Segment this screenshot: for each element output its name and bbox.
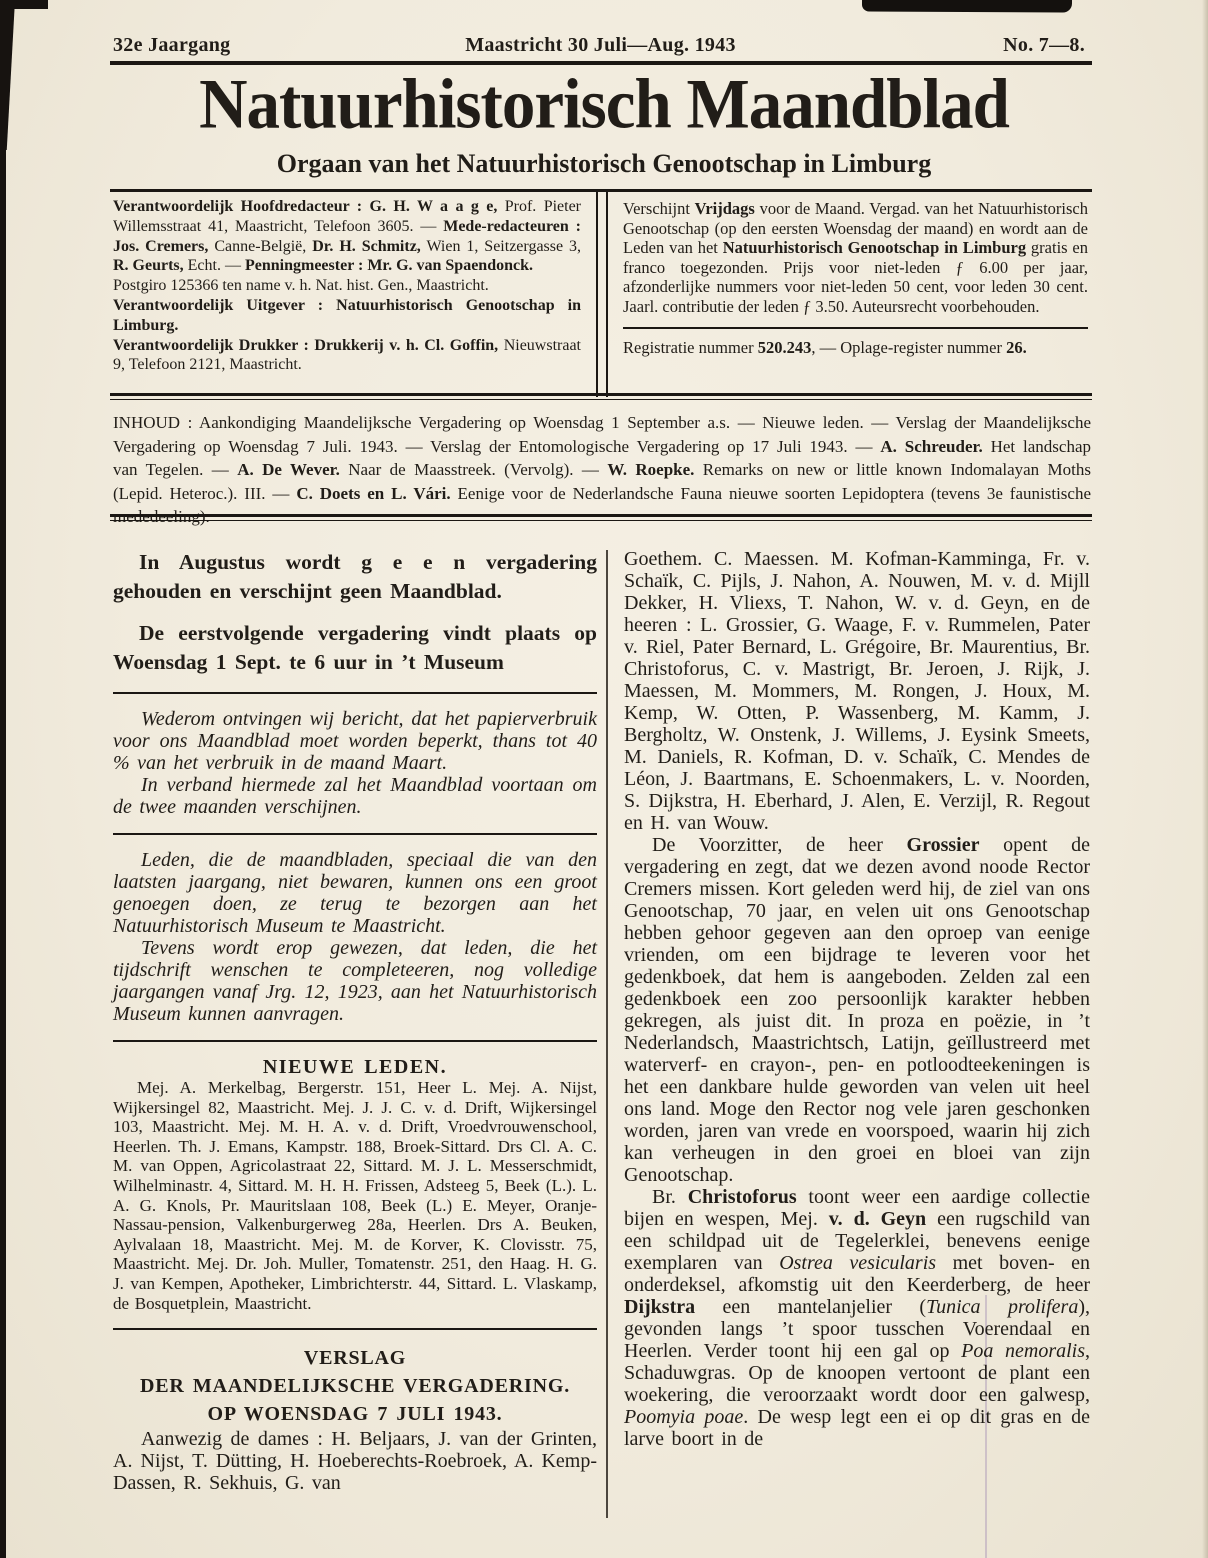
verslag-heading-line2: DER MAANDELIJKSCHE VERGADERING. — [139, 1375, 571, 1398]
scan-top-left-mark — [0, 0, 48, 9]
text-segment: toont weer een aardige collectie bijen en wespen, Mej. — [624, 1186, 1090, 1230]
masthead-postgiro: Postgiro 125366 ten name v. h. Nat. hist. Gen., Maastricht. — [113, 277, 489, 295]
text-segment: 26. — [1006, 337, 1027, 357]
text-segment: Mede-redacteuren : — [443, 217, 582, 235]
text-segment: R. Geurts, — [113, 257, 184, 275]
text-segment: Het landschap van Tegelen. — — [113, 436, 1091, 479]
masthead-printer — [113, 336, 581, 376]
text-segment: Nieuwstraat 9, Telefoon 2121, Maastricht. — [113, 336, 581, 374]
body-column-divider — [606, 550, 608, 1518]
text-segment: Dr. H. Schmitz, — [312, 237, 421, 255]
text-segment: Naar de Maasstreek. (Vervolg). — — [339, 460, 608, 479]
text-segment: een rugschild van een schildpad uit de Tegelerklei, benevens eenige exemplaren van — [624, 1208, 1090, 1274]
text-segment: INHOUD : Aankondiging Maandelijksche Vergadering op Woensdag 1 September a.s. — Nieuwe leden. — Verslag der Maandelijksche Vergadering op Woensdag 7 Juli. 1943. — Verslag der Entomologische Vergadering op 17 Juli 1943. — — [113, 413, 1091, 456]
text-segment: Registratie nummer — [623, 337, 758, 357]
scan-left-edge — [0, 0, 6, 1558]
text-segment: G. H. W a a g e, — [369, 198, 498, 215]
text-segment: Christoforus — [687, 1186, 797, 1208]
text-segment: 520.243 — [757, 337, 812, 357]
text-segment: Verschijnt — [623, 199, 695, 218]
text-segment: , — Oplage-register nummer — [811, 337, 1007, 357]
text-segment: een mantelanjelier ( — [695, 1296, 927, 1318]
notice-return-issues: Leden, die de maandbladen, speciaal die van den laatsten jaargang, niet bewaren, kunnen ons een groot genoegen doen, ze terug te bezorgen aan het Natuurhistorisch Museum te Maastricht. — [113, 849, 597, 937]
chairman-paragraph — [624, 834, 1090, 1186]
page-title: Natuurhistorisch Maandblad — [199, 64, 1009, 144]
text-segment: W. Roepke. — [607, 460, 695, 479]
body-column-right — [624, 548, 1090, 1450]
header-date: Maastricht 30 Juli—Aug. 1943 — [465, 34, 736, 56]
left-col-rule-4 — [113, 1328, 597, 1330]
header-issue: No. 7—8. — [1003, 34, 1085, 56]
text-segment: Poa nemoralis — [961, 1340, 1085, 1362]
verslag-heading-line3: OP WOENSDAG 7 JULI 1943. — [207, 1403, 503, 1426]
text-segment: De Voorzitter, de heer — [652, 834, 907, 856]
masthead-left-block — [113, 197, 581, 375]
masthead-right-block — [623, 199, 1088, 357]
announcement-next-meeting: De eerstvolgende vergadering vindt plaats op Woensdag 1 Sept. te 6 uur in ’t Museum — [113, 621, 597, 674]
scan-top-streak — [862, 0, 1072, 13]
text-segment: Ostrea vesicularis — [779, 1252, 937, 1274]
masthead-bottom-rule — [110, 393, 1092, 400]
text-segment: Verantwoordelijk Drukker : Drukkerij v. h. Cl. Goffin, — [113, 336, 499, 354]
page-subtitle: Orgaan van het Natuurhistorisch Genootschap in Limburg — [276, 149, 932, 178]
text-segment: , Schaduwgras. Op de knoopen vertoont de plant een woekering, die veroorzaakt wordt door een galwesp, — [624, 1340, 1090, 1406]
text-segment: C. Doets en L. Vári. — [296, 483, 451, 503]
notice-paper-restriction: Wederom ontvingen wij bericht, dat het papierverbruik voor ons Maandblad moet worden beperkt, thans tot 40 % van het verbruik in de maand Maart. — [113, 708, 597, 774]
left-col-rule-2 — [113, 833, 597, 835]
text-segment: Br. — [652, 1186, 688, 1208]
scan-right-shadow — [1202, 0, 1208, 1558]
text-segment: ), gevonden langs ’t spoor tusschen Voerendaal en Heerlen. Verder toont hij een gal op — [624, 1296, 1090, 1362]
body-column-left — [113, 548, 597, 1494]
masthead-editorial — [113, 197, 581, 276]
nieuwe-leden-list: Mej. A. Merkelbag, Bergerstr. 151, Heer L. Mej. A. Nijst, Wijkersingel 82, Maastricht. Mej. J. J. C. v. d. Drift, Wijkersingel 103, Maastricht. Mej. M. H. A. v. d. Drift, Vroedvrouwenschool, Heerlen. Th. J. Emans, Kampstr. 188, Broek-Sittard. Drs Cl. A. C. M. van Oppen, Agricolastraat 22, Sittard. M. J. L. Messerschmidt, Wilhelminastr. 4, Sittard. M. H. H. Frissen, Adsteeg 5, Beek (L.). L. A. G. Knols, Pr. Mauritslaan 108, Beek (L.) E. Meyer, Oranje-Nassau-pension, Valkenburgerweg 28a, Heerlen. Drs A. Beuken, Aylvalaan 18, Maastricht. Mej. M. de Korver, K. Clovisstr. 75, Maastricht. Mej. Dr. Joh. Muller, Tomatenstr. 251, den Haag. H. G. J. van Kempen, Apotheker, Limbrichterstr. 44, Sittard. L. Vlaskamp, de Bosquetplein, Maastricht. — [113, 1078, 597, 1313]
text-segment: met boven- en onderdeksel, afkomstig uit den Keerderberg, de heer — [624, 1252, 1090, 1296]
text-segment: Poomyia poae — [624, 1406, 744, 1428]
text-segment: opent de vergadering en zegt, dat we dezen avond noode Rector Cremers missen. Kort geleden werd hij, de ziel van ons Genootschap, 70 jaar, en velen uit ons Genootschap hebben gehoor gegeven aan den oproep van eenige vrienden, om een bijdrage te leveren voor het gedenkboek, dat hem is aangeboden. Zelden zal een gedenkboek een zoo persoonlijk karakter hebben gekregen, als juist dit. In proza en poëzie, in ’t Nederlandsch, Maastrichtsch, Latijn, geïllustreerd met waterverf- en crayon-, pen- en potloodteekeningen is het een dankbare hulde geworden van velen uit heel ons land. Moge den Rector nog vele jaren geschonken worden, jaren van vrede en voorspoed, waarin hij zich kan verheugen in den groei en bloei van zijn Genootschap. — [624, 834, 1091, 1186]
registration-rule — [623, 327, 1088, 329]
left-col-rule-3 — [113, 1040, 597, 1042]
text-segment: Remarks on new or little known Indomalayan Moths (Lepid. Heteroc.). III. — — [113, 460, 1092, 503]
text-segment: Natuurhistorisch Genootschap in Limburg — [722, 238, 1027, 258]
text-segment: Penningmeester : Mr. G. van Spaendonck. — [244, 257, 533, 275]
text-segment: v. d. Geyn — [828, 1208, 927, 1230]
text-segment: Canne-België, — [208, 237, 313, 255]
text-segment: gratis en franco toegezonden. Prijs voor niet-leden ƒ 6.00 per jaar, afzonderlijke nummers voor niet-leden 50 cent, voor leden 30 cent. Jaarl. contributie der leden ƒ 3.50. Auteursrecht voorbehouden. — [623, 238, 1088, 316]
verslag-attendees: Aanwezig de dames : H. Beljaars, J. van der Grinten, A. Nijst, T. Dütting, H. Hoeberechts-Roebroek, A. Kemp-Dassen, R. Sekhuis, G. van — [113, 1428, 597, 1495]
inhoud-bottom-rule — [110, 514, 1092, 521]
masthead-column-divider — [596, 192, 608, 397]
text-segment: Tunica prolifera — [926, 1296, 1079, 1318]
text-segment: Prof. Pieter Willemsstraat 41, Maastricht, Telefoon 3605. — — [113, 198, 582, 235]
header-volume: 32e Jaargang — [113, 34, 231, 56]
text-segment: Dijkstra — [624, 1296, 696, 1318]
text-segment: Wien 1, Seitzergasse 3, — [420, 237, 582, 255]
verslag-heading-line1: VERSLAG — [303, 1347, 407, 1370]
text-segment: . De wesp legt een ei op dit gras en de larve boort in de — [624, 1406, 1090, 1450]
inhoud-contents-paragraph — [113, 411, 1091, 529]
text-segment: Grossier — [906, 834, 980, 856]
announcement-no-meeting: In Augustus wordt g e e n vergadering gehouden en verschijnt geen Maandblad. — [113, 550, 597, 603]
text-segment: voor de Maand. Vergad. van het Natuurhistorisch Genootschap (op den eersten Woensdag der maand) en wordt aan de Leden van het — [623, 199, 1088, 258]
nieuwe-leden-heading: NIEUWE LEDEN. — [262, 1056, 448, 1078]
text-segment: Echt. — — [183, 257, 245, 275]
masthead-publisher — [113, 296, 581, 336]
masthead-schedule — [623, 199, 1088, 317]
text-segment: Verantwoordelijk Hoofdredacteur : — [113, 198, 370, 215]
attendees-continued: Goethem. C. Maessen. M. Kofman-Kamminga, Fr. v. Schaïk, C. Pijls, J. Nahon, A. Nouwen, M. v. d. Mijll Dekker, H. Vliexs, T. Nahon, W. v. d. Geyn, en de heeren : L. Grossier, G. Waage, F. v. Rummelen, Pater v. Riel, Pater Bernard, L. Grégoire, Br. Maurentius, Br. Christoforus, C. v. Mastrigt, Br. Jeroen, J. Rijk, J. Maessen, M. Mommers, M. Rongen, J. Houx, M. Kemp, W. Otten, P. Wassenberg, M. Kamm, J. Bergholtz, W. Onstenk, J. Willems, J. Eysink Smeets, M. Daniels, R. Kofman, D. v. Schaïk, C. Mendes de Léon, J. Baartmans, E. Schoenmakers, L. v. Noorden, S. Dijkstra, H. Eberhard, J. Alen, E. Verzijl, R. Regout en H. van Wouw. — [624, 548, 1090, 834]
exhibits-paragraph — [624, 1186, 1090, 1450]
text-segment: Eenige voor de Nederlandsche Fauna nieuwe soorten Lepidoptera (tevens 3e faunistische mededeeling). — [113, 483, 1092, 526]
notice-bimonthly: In verband hiermede zal het Maandblad voortaan om de twee maanden verschijnen. — [113, 774, 597, 818]
text-segment: Verantwoordelijk Uitgever : Natuurhistorisch Genootschap in Limburg. — [113, 296, 581, 334]
masthead-registration — [623, 338, 1088, 358]
text-segment: A. De Wever. — [237, 460, 340, 479]
text-segment: Vrijdags — [694, 199, 755, 218]
left-col-rule-1 — [113, 692, 597, 694]
notice-complete-volumes: Tevens wordt erop gewezen, dat leden, die het tijdschrift wenschen te completeeren, nog volledige jaargangen vanaf Jrg. 12, 1923, aan het Natuurhistorisch Museum kunnen aanvragen. — [113, 937, 597, 1025]
text-segment: A. Schreuder. — [880, 436, 983, 456]
text-segment: Jos. Cremers, — [113, 237, 209, 255]
